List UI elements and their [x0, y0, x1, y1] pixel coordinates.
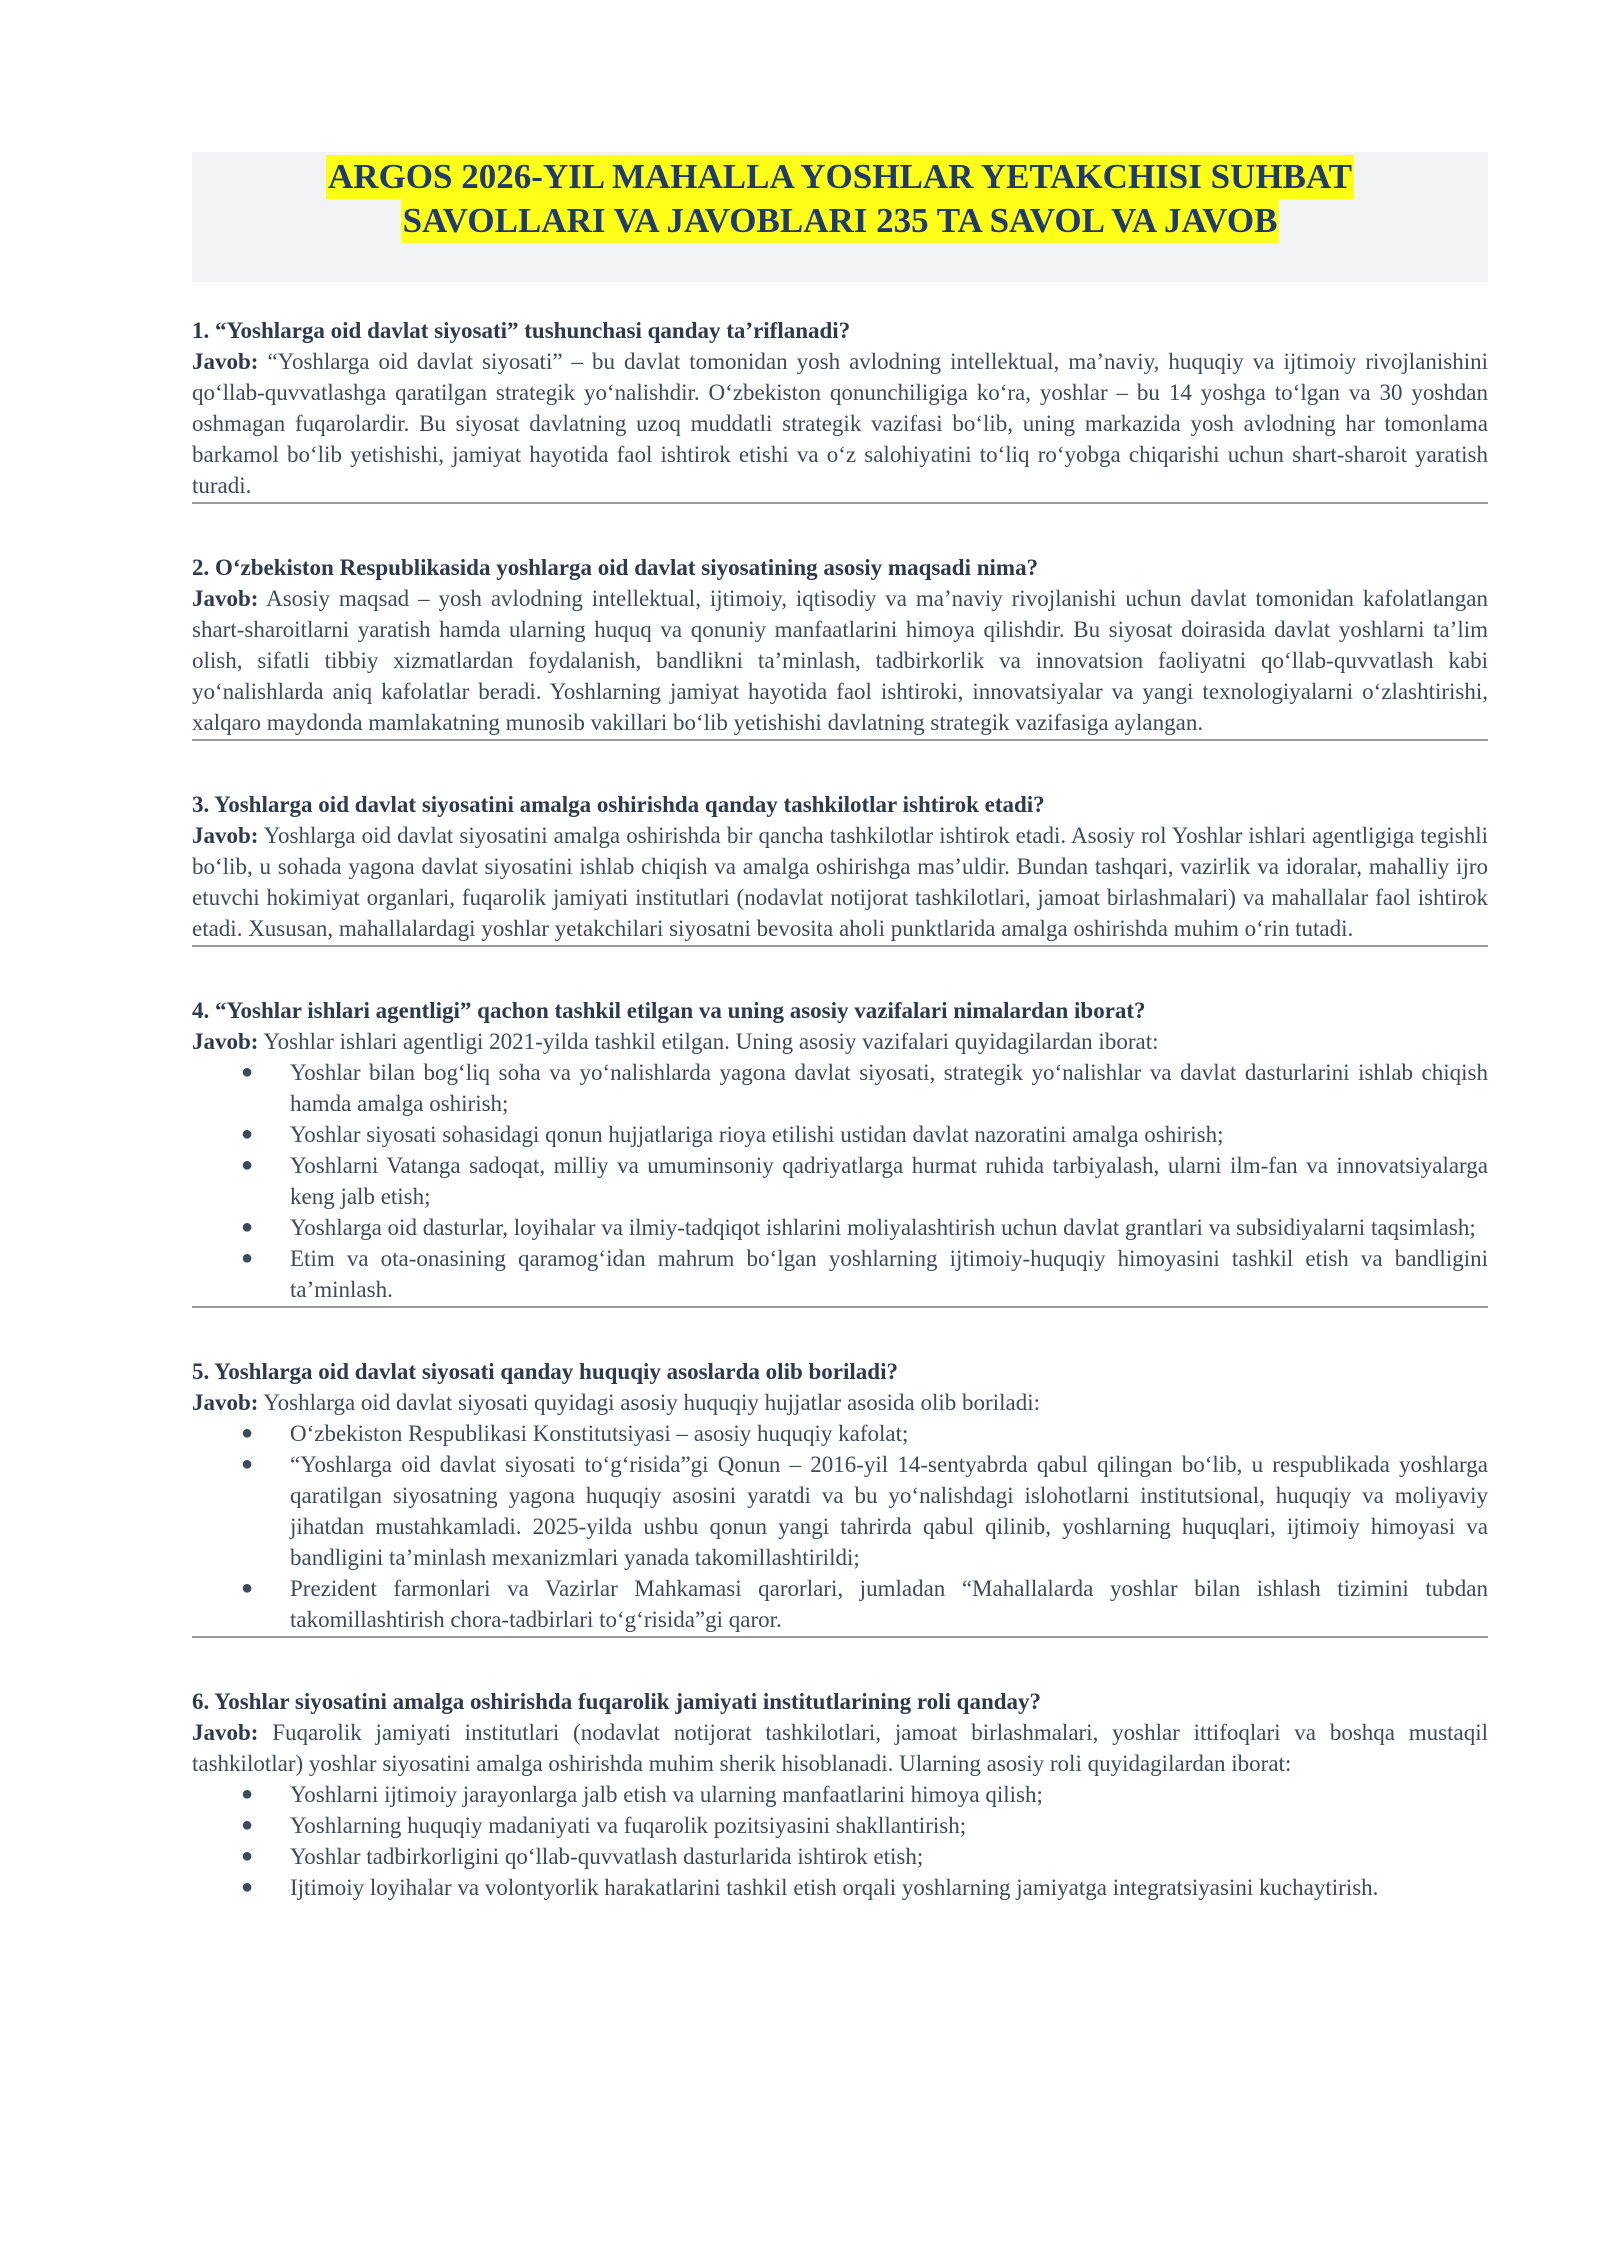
bullet-text: Etim va ota-onasining qaramog‘idan mahrum bo‘lgan yoshlarning ijtimoiy-huquqiy himoyasini tashkil etish va bandligini ta’minlash.	[290, 1246, 1488, 1302]
answer-text: Fuqarolik jamiyati institutlari (nodavlat notijorat tashkilotlari, jamoat birlashmalari, yoshlar ittifoqlari va boshqa mustaqil tashkilotlar) yoshlar siyosatini amalga oshirishda muhim sherik hisoblanadi. Ularning asosiy roli quyidagilardan iborat:	[192, 1720, 1489, 1776]
answer-label: Javob:	[192, 1720, 259, 1745]
bullet-dot-icon: ●	[241, 1814, 254, 1836]
question-1: 1. “Yoshlarga oid davlat siyosati” tushunchasi qanday ta’riflanadi?	[192, 318, 851, 343]
bullet-dot-icon: ●	[241, 1154, 254, 1176]
bullet-item	[241, 1057, 1488, 1119]
answer-label: Javob:	[192, 1029, 259, 1054]
bullet-text: Prezident farmonlari va Vazirlar Mahkamasi qarorlari, jumladan “Mahallalarda yoshlar bilan ishlash tizimini tubdan takomillashtirish chora-tadbirlari to‘g‘risida”gi qaror.	[290, 1576, 1488, 1632]
bullet-item	[241, 1418, 1488, 1449]
qa-item-5	[192, 1356, 1488, 1638]
bullet-text: Yoshlar siyosati sohasidagi qonun hujjatlariga rioya etilishi ustidan davlat nazoratini amalga oshirish;	[290, 1122, 1224, 1147]
question-5: 5. Yoshlarga oid davlat siyosati qanday huquqiy asoslarda olib boriladi?	[192, 1359, 898, 1384]
title-line-2: SAVOLLARI VA JAVOBLARI 235 TA SAVOL VA JAVOB	[401, 199, 1280, 243]
bullet-dot-icon: ●	[241, 1876, 254, 1898]
answer-text: Asosiy maqsad – yosh avlodning intellektual, ijtimoiy, iqtisodiy va ma’naviy rivojlanishi uchun davlat tomonidan kafolatlangan shart-sharoitlarni yaratish hamda ularning huquq va qonuniy manfaatlarini himoya qilishdir. Bu siyosat doirasida davlat yoshlarni ta’lim olish, sifatli tibbiy xizmatlardan foydalanish, bandlikni ta’minlash, tadbirkorlik va innovatsion faoliyatni qo‘llab-quvvatlash kabi yo‘nalishlarda aniq kafolatlar beradi. Yoshlarning jamiyat hayotida faol ishtiroki, innovatsiyalar va yangi texnologiyalarni o‘zlashtirishi, xalqaro maydonda mamlakatning munosib vakillari bo‘lib yetishishi davlatning strategik vazifasiga aylangan.	[192, 586, 1488, 735]
answer-text: Yoshlarga oid davlat siyosatini amalga oshirishda bir qancha tashkilotlar ishtirok etadi. Asosiy rol Yoshlar ishlari agentligiga tegishli bo‘lib, u sohada yagona davlat siyosatini ishlab chiqish va amalga oshirishga mas’uldir. Bundan tashqari, vazirlik va idoralar, mahalliy ijro etuvchi hokimiyat organlari, fuqarolik jamiyati institutlari (nodavlat notijorat tashkilotlari, jamoat birlashmalari) va mahallalar faol ishtirok etadi. Xususan, mahallalardagi yoshlar yetakchilari siyosatni bevosita aholi punktlarida amalga oshirishda muhim o‘rin tutadi.	[192, 823, 1488, 941]
bullet-dot-icon: ●	[241, 1577, 254, 1599]
bullet-item	[241, 1449, 1488, 1573]
answer-text: Yoshlarga oid davlat siyosati quyidagi asosiy huquqiy hujjatlar asosida olib boriladi:	[263, 1390, 1040, 1415]
bullet-item	[241, 1779, 1488, 1810]
qa-item-1	[192, 315, 1488, 504]
title-block	[192, 152, 1488, 282]
bullet-text: Yoshlar tadbirkorligini qo‘llab-quvvatlash dasturlarida ishtirok etish;	[290, 1844, 924, 1869]
bullet-text: Yoshlarni Vatanga sadoqat, milliy va umuminsoniy qadriyatlarga hurmat ruhida tarbiyalash, ularni ilm-fan va innovatsiyalarga keng jalb etish;	[290, 1153, 1488, 1209]
answer-2	[192, 583, 1488, 738]
bullet-text: Ijtimoiy loyihalar va volontyorlik harakatlarini tashkil etish orqali yoshlarning jamiyatga integratsiyasini kuchaytirish.	[290, 1875, 1379, 1900]
bullet-item	[241, 1119, 1488, 1150]
bullet-list-4	[192, 1057, 1488, 1305]
answer-5	[192, 1387, 1488, 1418]
bullet-text: Yoshlarga oid dasturlar, loyihalar va ilmiy-tadqiqot ishlarini moliyalashtirish uchun davlat grantlari va subsidiyalarni taqsimlash;	[290, 1215, 1476, 1240]
bullet-dot-icon: ●	[241, 1453, 254, 1475]
bullet-text: Yoshlarning huquqiy madaniyati va fuqarolik pozitsiyasini shakllantirish;	[290, 1813, 967, 1838]
answer-4	[192, 1026, 1488, 1057]
qa-item-2	[192, 552, 1488, 741]
bullet-item	[241, 1841, 1488, 1872]
bullet-text: Yoshlar bilan bog‘liq soha va yo‘nalishlarda yagona davlat siyosati, strategik yo‘nalishlar va davlat dasturlarini ishlab chiqish hamda amalga oshirish;	[290, 1060, 1488, 1116]
bullet-item	[241, 1150, 1488, 1212]
qa-item-4	[192, 995, 1488, 1308]
question-2: 2. O‘zbekiston Respublikasida yoshlarga oid davlat siyosatining asosiy maqsadi nima?	[192, 555, 1039, 580]
bullet-dot-icon: ●	[241, 1845, 254, 1867]
bullet-text: “Yoshlarga oid davlat siyosati to‘g‘risida”gi Qonun – 2016-yil 14-sentyabrda qabul qilingan bo‘lib, u respublikada yoshlarga qaratilgan siyosatning yagona huquqiy asosini yaratdi va bu yo‘nalishdagi islohotlarni institutsional, huquqiy va moliyaviy jihatdan mustahkamladi. 2025-yilda ushbu qonun yangi tahrirda qabul qilinib, yoshlarning huquqlari, ijtimoiy himoyasi va bandligini ta’minlash mexanizmlari yanada takomillashtirildi;	[290, 1452, 1488, 1570]
qa-item-6	[192, 1686, 1488, 1904]
answer-1	[192, 346, 1488, 501]
qa-item-3	[192, 789, 1488, 947]
bullet-item	[241, 1810, 1488, 1841]
bullet-list-6	[192, 1779, 1488, 1903]
answer-label: Javob:	[192, 1390, 259, 1415]
bullet-dot-icon: ●	[241, 1422, 254, 1444]
question-6: 6. Yoshlar siyosatini amalga oshirishda fuqarolik jamiyati institutlarining roli qanday?	[192, 1689, 1042, 1714]
bullet-item	[241, 1212, 1488, 1243]
bullet-dot-icon: ●	[241, 1247, 254, 1269]
bullet-text: O‘zbekiston Respublikasi Konstitutsiyasi – asosiy huquqiy kafolat;	[290, 1421, 909, 1446]
qa-list	[192, 315, 1488, 1952]
bullet-dot-icon: ●	[241, 1216, 254, 1238]
answer-6	[192, 1717, 1488, 1779]
answer-label: Javob:	[192, 823, 259, 848]
answer-label: Javob:	[192, 586, 259, 611]
bullet-item	[241, 1573, 1488, 1635]
bullet-dot-icon: ●	[241, 1783, 254, 1805]
answer-label: Javob:	[192, 349, 259, 374]
answer-text: Yoshlar ishlari agentligi 2021-yilda tashkil etilgan. Uning asosiy vazifalari quyidagilardan iborat:	[263, 1029, 1159, 1054]
bullet-text: Yoshlarni ijtimoiy jarayonlarga jalb etish va ularning manfaatlarini himoya qilish;	[290, 1782, 1043, 1807]
question-3: 3. Yoshlarga oid davlat siyosatini amalga oshirishda qanday tashkilotlar ishtirok etadi?	[192, 792, 1045, 817]
answer-3	[192, 820, 1488, 944]
bullet-dot-icon: ●	[241, 1061, 254, 1083]
title-line-1: ARGOS 2026-YIL MAHALLA YOSHLAR YETAKCHISI SUHBAT	[326, 155, 1354, 199]
answer-text: “Yoshlarga oid davlat siyosati” – bu davlat tomonidan yosh avlodning intellektual, ma’naviy, huquqiy va ijtimoiy rivojlanishini qo‘llab-quvvatlashga qaratilgan strategik yo‘nalishdir. O‘zbekiston qonunchiligiga ko‘ra, yoshlar – bu 14 yoshga to‘lgan va 30 yoshdan oshmagan fuqarolardir. Bu siyosat davlatning uzoq muddatli strategik vazifasi bo‘lib, uning markazida yosh avlodning har tomonlama barkamol bo‘lib yetishishi, jamiyat hayotida faol ishtirok etishi va o‘z salohiyatini to‘liq ro‘yobga chiqarishi uchun shart-sharoit yaratish turadi.	[192, 349, 1488, 498]
bullet-dot-icon: ●	[241, 1123, 254, 1145]
bullet-list-5	[192, 1418, 1488, 1635]
question-4: 4. “Yoshlar ishlari agentligi” qachon tashkil etilgan va uning asosiy vazifalari nimalardan iborat?	[192, 998, 1146, 1023]
bullet-item	[241, 1243, 1488, 1305]
bullet-item	[241, 1872, 1488, 1903]
